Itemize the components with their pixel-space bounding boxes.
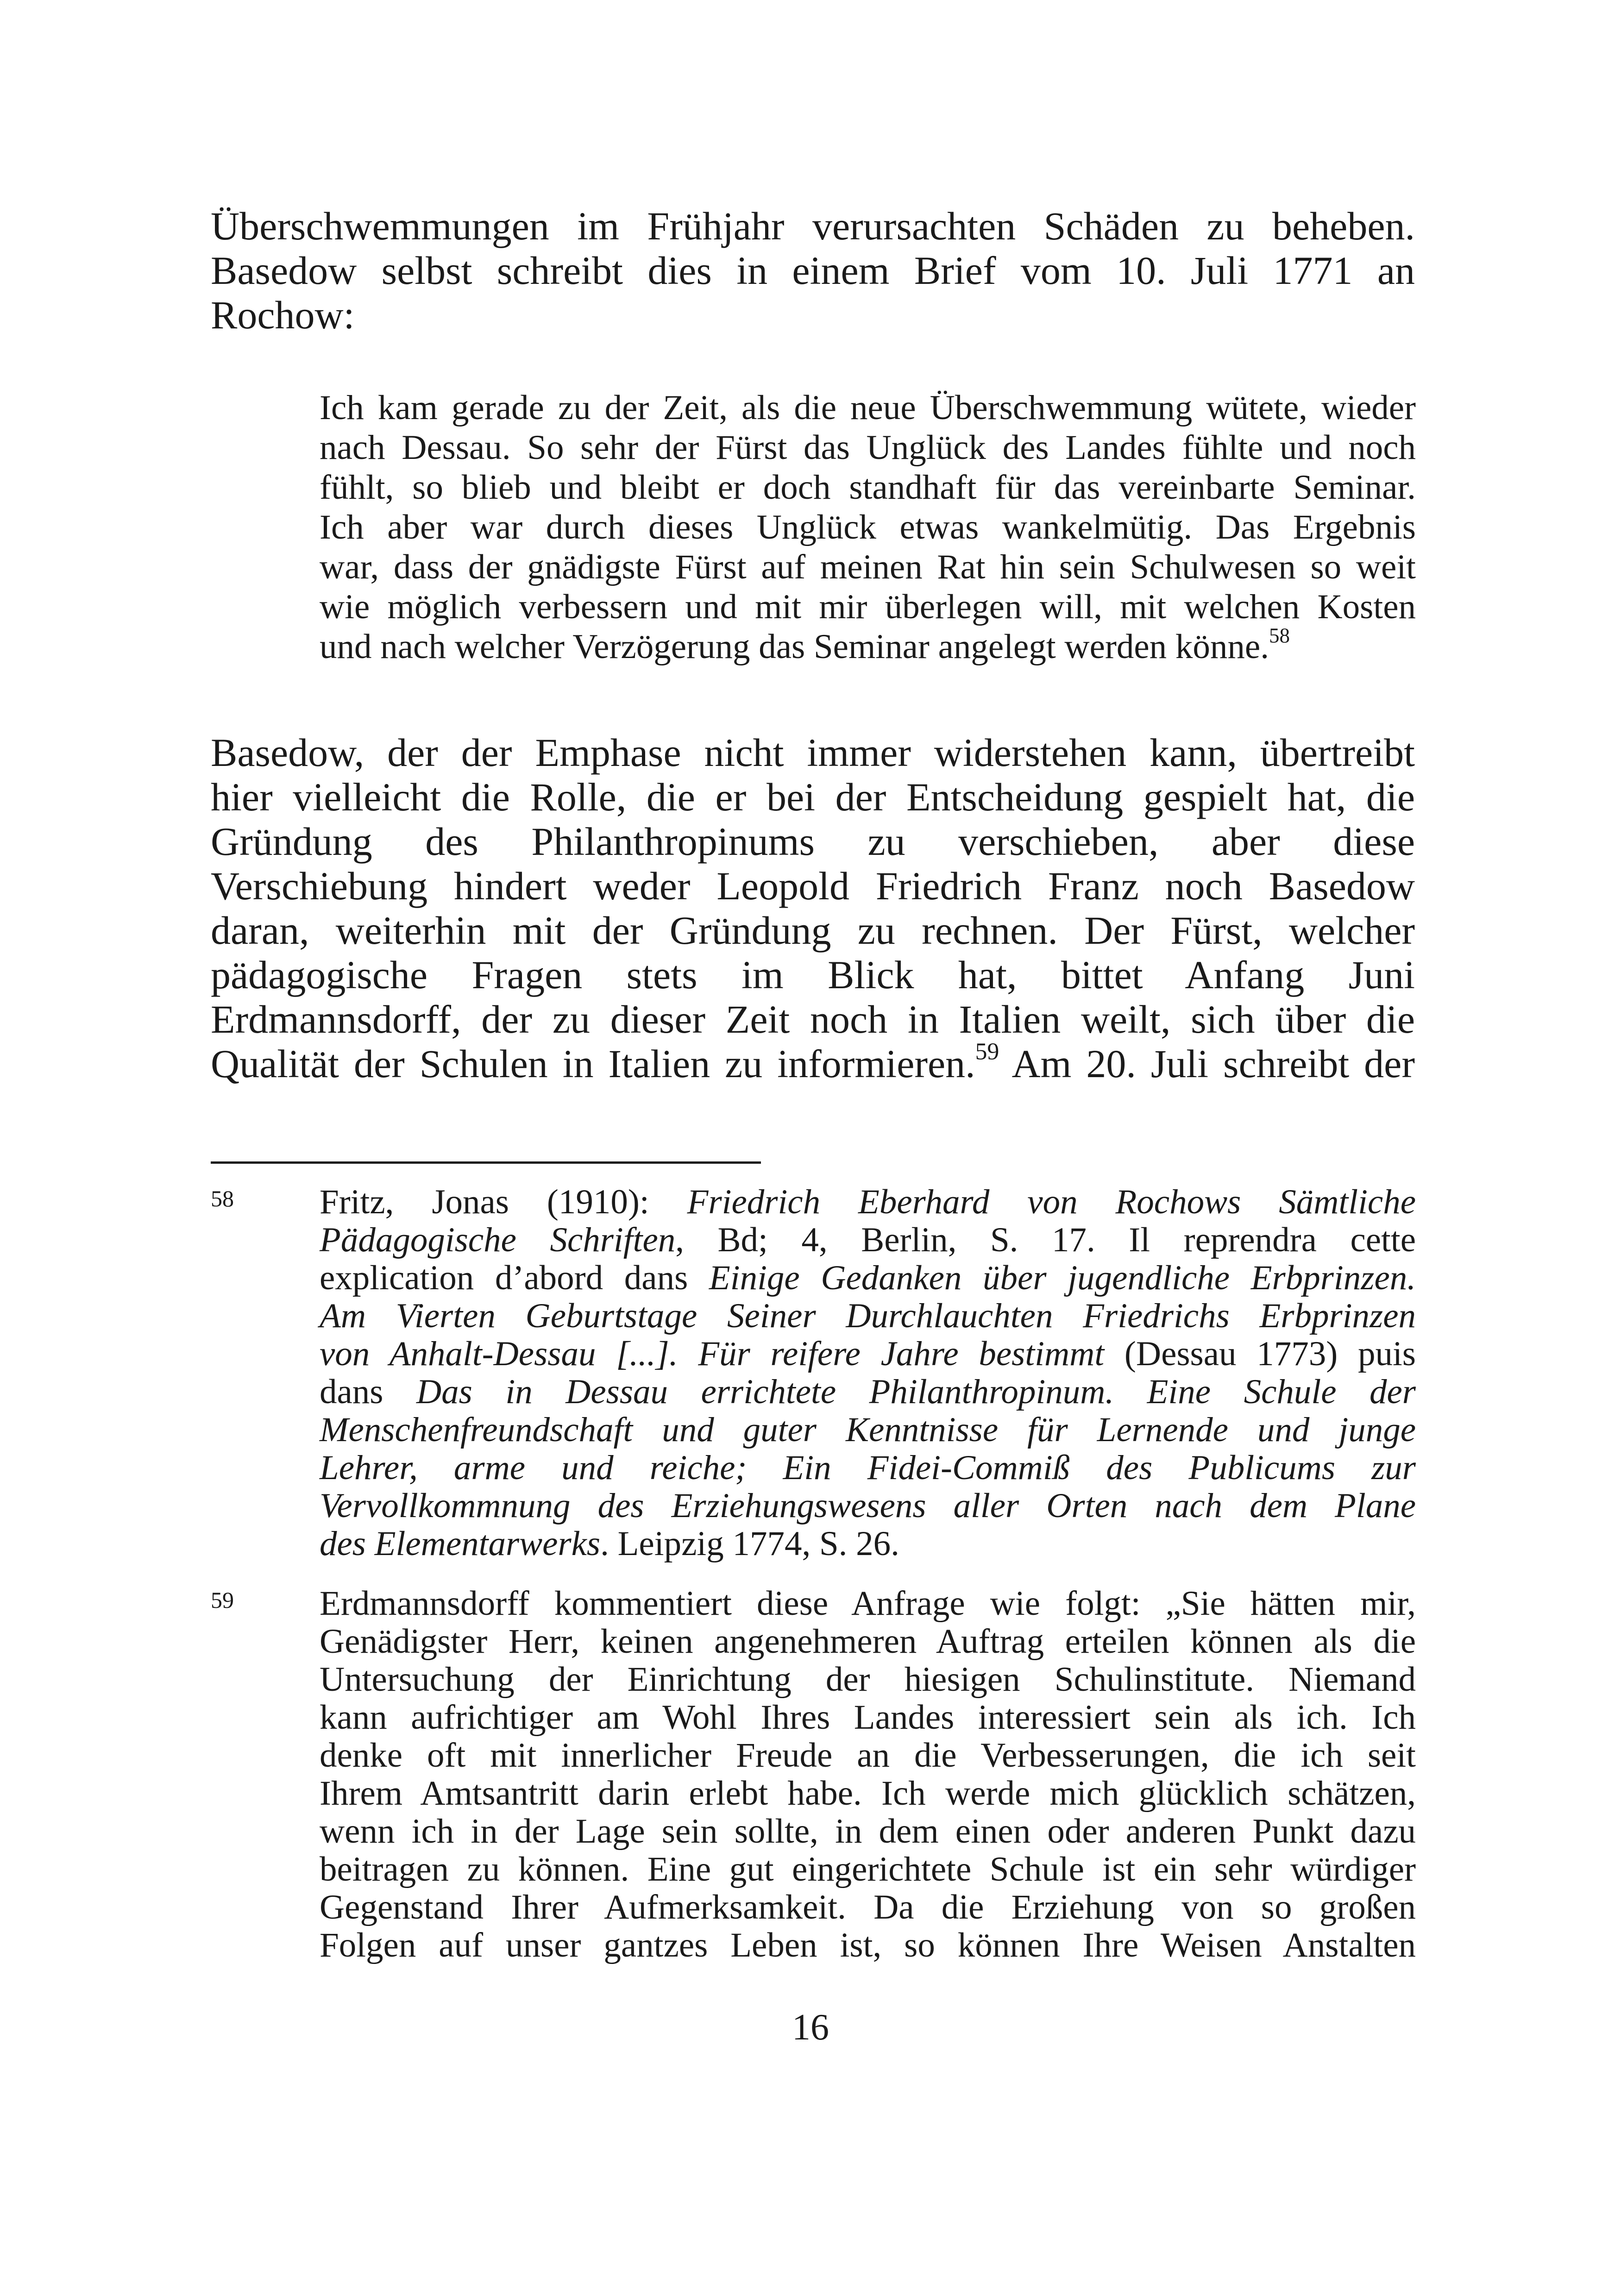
footnote-number: 59 <box>211 1587 234 1613</box>
quote-line: Ich kam gerade zu der Zeit, als die neue Überschwemmung wütete, wieder <box>320 389 1416 427</box>
footnote-line <box>320 1373 1416 1411</box>
text-line-with-ref <box>211 1038 1415 1086</box>
italic-title: Menschenfreundschaft und guter Kenntnisse für Lernende und junge <box>320 1411 1416 1449</box>
footnote-line: Genädigster Herr, keinen angenehmeren Auftrag erteilen können als die <box>320 1622 1416 1661</box>
footnote-ref-59[interactable]: 59 <box>975 1038 999 1065</box>
quote-line: fühlt, so blieb und bleibt er doch standhaft für das vereinbarte Seminar. <box>320 468 1416 507</box>
text-line: pädagogische Fragen stets im Blick hat, bittet Anfang Juni <box>211 953 1415 997</box>
italic-title: von Anhalt-Dessau [...]. Für reifere Jahre bestimmt <box>320 1335 1105 1373</box>
text-segment: Am 20. Juli schreibt der <box>999 1041 1415 1086</box>
italic-title: Einige Gedanken über jugendliche Erbprinzen. <box>709 1259 1416 1297</box>
footnote-line: beitragen zu können. Eine gut eingerichtete Schule ist ein sehr würdiger <box>320 1850 1416 1888</box>
text-line: Erdmannsdorff, der zu dieser Zeit noch in Italien weilt, sich über die <box>211 997 1415 1041</box>
footnote-number: 58 <box>211 1186 234 1211</box>
footnote-text <box>320 1183 1416 1563</box>
italic-title: Vervollkommnung des Erziehungswesens aller Orten nach dem Plane <box>320 1487 1416 1525</box>
text-line: hier vielleicht die Rolle, die er bei der Entscheidung gespielt hat, die <box>211 775 1415 819</box>
quote-line-last <box>320 624 1416 667</box>
footnote-line: Erdmannsdorff kommentiert diese Anfrage wie folgt: „Sie hätten mir, <box>320 1584 1416 1623</box>
footnote-ref-58[interactable]: 58 <box>1269 624 1290 647</box>
italic-title: Pädagogische Schriften <box>320 1221 676 1259</box>
footnote-line: Ihrem Amtsantritt darin erlebt habe. Ich werde mich glücklich schätzen, <box>320 1774 1416 1813</box>
footnote-line: denke oft mit innerlicher Freude an die Verbesserungen, die ich seit <box>320 1736 1416 1775</box>
footnote-line: Folgen auf unser gantzes Leben ist, so können Ihre Weisen Anstalten <box>320 1926 1416 1964</box>
quote-line: nach Dessau. So sehr der Fürst das Unglück des Landes fühlte und noch <box>320 428 1416 467</box>
footnote-line <box>320 1297 1416 1335</box>
text-segment: . Leipzig 1774, S. 26. <box>600 1524 899 1563</box>
footnote-line <box>320 1411 1416 1449</box>
footnote-line: wenn ich in der Lage sein sollte, in dem einen oder anderen Punkt dazu <box>320 1812 1416 1851</box>
quote-line: wie möglich verbessern und mit mir überlegen will, mit welchen Kosten <box>320 588 1416 626</box>
footnote-line <box>320 1183 1416 1221</box>
text-segment: Qualität der Schulen in Italien zu informieren. <box>211 1041 975 1086</box>
text-segment: explication d’abord dans <box>320 1259 709 1297</box>
italic-title: des Elementarwerks <box>320 1524 601 1563</box>
text-segment: (Dessau 1773) puis <box>1104 1335 1416 1373</box>
footnote-line: Gegenstand Ihrer Aufmerksamkeit. Da die Erziehung von so großen <box>320 1888 1416 1926</box>
quote-line: Ich aber war durch dieses Unglück etwas wankelmütig. Das Ergebnis <box>320 508 1416 546</box>
text-line: Verschiebung hindert weder Leopold Friedrich Franz noch Basedow <box>211 864 1415 908</box>
text-line: Rochow: <box>211 293 355 337</box>
text-line: Basedow, der der Emphase nicht immer widerstehen kann, übertreibt <box>211 730 1415 775</box>
text-line: Überschwemmungen im Frühjahr verursachten Schäden zu beheben. <box>211 204 1415 248</box>
text-line: daran, weiterhin mit der Gründung zu rechnen. Der Fürst, welcher <box>211 908 1415 953</box>
footnote-line: kann aufrichtiger am Wohl Ihres Landes interessiert sein als ich. Ich <box>320 1698 1416 1737</box>
text-line: Gründung des Philanthropinums zu verschieben, aber diese <box>211 819 1415 864</box>
footnote-text <box>320 1585 1416 1964</box>
text-segment: Fritz, Jonas (1910): <box>320 1183 687 1221</box>
paragraph-intro <box>211 204 1415 337</box>
paragraph-main <box>211 730 1415 1086</box>
quote-line: war, dass der gnädigste Fürst auf meinen Rat hin sein Schulwesen so weit <box>320 548 1416 586</box>
italic-title: Das in Dessau errichtete Philanthropinum. Eine Schule der <box>416 1373 1416 1411</box>
footnote-line <box>320 1525 1416 1563</box>
page-number: 16 <box>792 2007 829 2048</box>
footnote-line: Untersuchung der Einrichtung der hiesigen Schulinstitute. Niemand <box>320 1660 1416 1699</box>
footnote-line <box>320 1221 1416 1259</box>
italic-title: Friedrich Eberhard von Rochows Sämtliche <box>687 1183 1416 1221</box>
footnote-line <box>320 1487 1416 1525</box>
footnote-separator <box>211 1161 761 1164</box>
block-quote <box>320 388 1416 667</box>
footnote-line <box>320 1335 1416 1373</box>
text-segment: dans <box>320 1373 416 1411</box>
footnote-line <box>320 1259 1416 1297</box>
italic-title: Lehrer, arme und reiche; Ein Fidei-Commiß des Publicums zur <box>320 1449 1416 1487</box>
quote-text: und nach welcher Verzögerung das Seminar angelegt werden könne. <box>320 627 1269 666</box>
italic-title: Am Vierten Geburtstage Seiner Durchlauchten Friedrichs Erbprinzen <box>320 1297 1416 1335</box>
text-segment: , Bd; 4, Berlin, S. 17. Il reprendra cette <box>675 1221 1416 1259</box>
text-line: Basedow selbst schreibt dies in einem Brief vom 10. Juli 1771 an <box>211 248 1415 293</box>
footnote-line <box>320 1449 1416 1487</box>
